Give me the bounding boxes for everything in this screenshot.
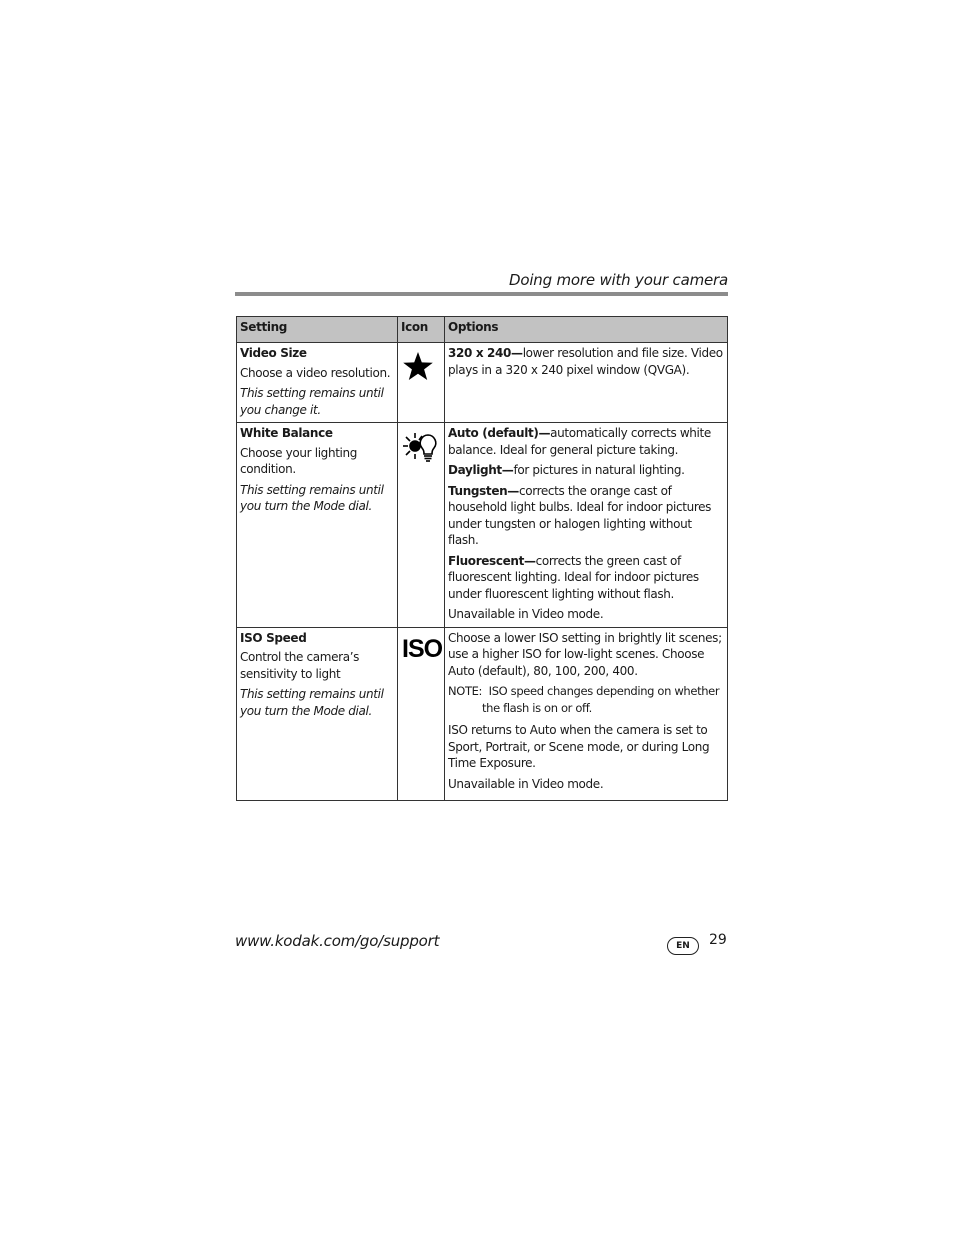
setting-note: This setting remains until you turn the Mode dial. — [240, 482, 384, 513]
option-item: Auto (default)—automatically corrects white balance. Ideal for general picture taking. — [448, 426, 711, 457]
setting-note: This setting remains until you turn the Mode dial. — [240, 687, 384, 718]
setting-name: Video Size — [240, 346, 307, 360]
unavailable-note: Unavailable in Video mode. — [448, 607, 604, 621]
options-intro: Choose a lower ISO setting in brightly lit scenes; use a higher ISO for low-light scenes. Choose Auto (default), 80, 100, 200, 400. — [448, 630, 722, 678]
support-url: www.kodak.com/go/support — [235, 932, 440, 950]
settings-table — [236, 316, 728, 801]
options-cell — [445, 627, 728, 800]
column-header-options: Options — [445, 317, 728, 343]
options-extra: ISO returns to Auto when the camera is set to Sport, Portrait, or Scene mode, or during Long Time Exposure. — [448, 723, 710, 770]
options-cell — [445, 423, 728, 628]
setting-name: ISO Speed — [240, 630, 307, 645]
option-note: NOTE: ISO speed changes depending on whether the flash is on or off. — [448, 684, 720, 715]
header-rule — [235, 292, 728, 296]
setting-description: Control the camera’s sensitivity to light — [240, 650, 360, 681]
option-item: 320 x 240—lower resolution and file size. Video plays in a 320 x 240 pixel window (QVGA). — [448, 346, 723, 377]
option-item: Daylight—for pictures in natural lighting. — [448, 463, 685, 477]
table-row-video-size — [237, 343, 728, 423]
language-badge: EN — [667, 937, 699, 955]
option-item: Tungsten—corrects the orange cast of household light bulbs. Ideal for indoor pictures under tungsten or halogen lighting without flash. — [448, 483, 712, 547]
setting-description: Choose a video resolution. — [240, 365, 391, 380]
table-row-iso-speed — [237, 627, 728, 800]
page-header-title: Doing more with your camera — [509, 271, 728, 289]
column-header-icon: Icon — [398, 317, 445, 343]
icon-cell — [398, 627, 445, 800]
iso-icon: ISO — [402, 634, 443, 663]
options-cell — [445, 343, 728, 423]
setting-name: White Balance — [240, 426, 333, 440]
icon-cell — [398, 423, 445, 628]
setting-note: This setting remains until you change it. — [240, 386, 384, 417]
setting-cell — [237, 343, 398, 423]
icon-cell — [398, 343, 445, 423]
table-header-row — [237, 317, 728, 343]
page-number: 29 — [709, 932, 727, 948]
star-icon — [402, 351, 434, 381]
table-row-white-balance — [237, 423, 728, 628]
column-header-setting: Setting — [237, 317, 398, 343]
unavailable-note: Unavailable in Video mode. — [448, 776, 604, 791]
setting-description: Choose your lighting condition. — [240, 445, 358, 476]
setting-cell — [237, 423, 398, 628]
sun-bulb-icon — [402, 431, 440, 465]
option-item: Fluorescent—corrects the green cast of fluorescent lighting. Ideal for indoor pictures under fluorescent lighting without flash. — [448, 553, 699, 601]
setting-cell — [237, 627, 398, 800]
